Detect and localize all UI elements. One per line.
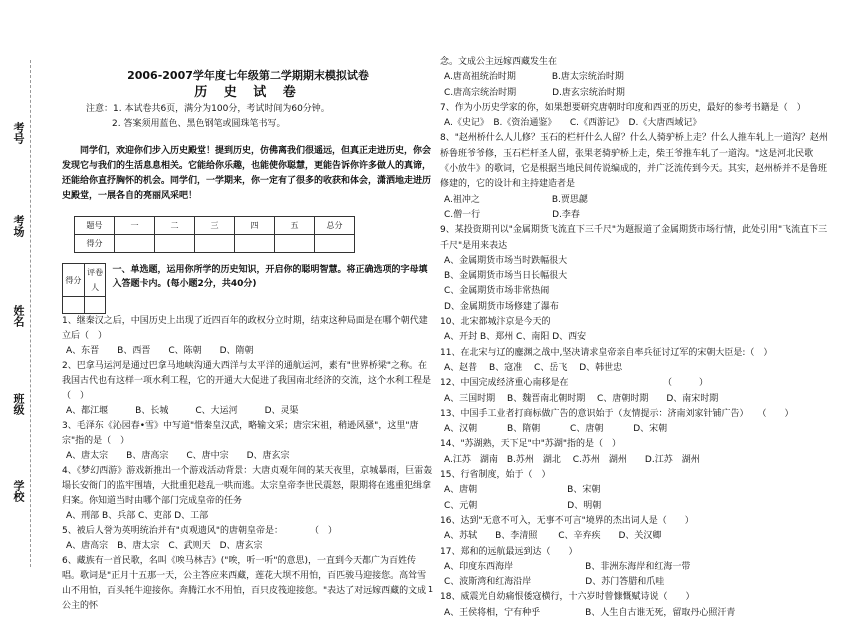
question-line: 13、中国手工业者打商标做广告的意识始于（友情提示：济南刘家针铺广告） （ ） [440,408,794,419]
side-label-exam-room: 考场 [12,215,25,237]
score-header-cell: 一 [115,217,155,235]
question-line: A.祖冲之 B.贾思勰 [444,194,588,205]
left-question-list [62,314,434,614]
question-text: 2、巴拿马运河是通过巴拿马地峡沟通大西洋与太平洋的通航运河，素有"世界桥梁"之称。在我国古代也有这样一项水利工程，它的开通大大促进了我国南北经济的交流，这个水利工程是（ ） [62,361,432,401]
question-line: A.江苏 湖南 B.苏州 湖北 C.苏州 湖州 D.江苏 湖州 [444,454,700,465]
side-label-name: 姓名 [12,305,25,327]
question-line: C.僧一行 D.李春 [444,209,580,220]
score-table [74,216,355,253]
question-text: 5、被后人誉为英明统治并有"贞观遗风"的唐朝皇帝是： （ ） [62,526,338,536]
question-text: 1、继秦汉之后，中国历史上出现了近四百年的政权分立时期，结束这种局面是在哪个朝代建立后（ ） [62,316,428,341]
question-text: 6、藏族有一首民歌，名叫《唉马林吉》("唉，听一听"的意思)，一直到今天都广为百姓传唱。歌词是"正月十五那一天，公主答应来西藏，莲花大坝不用怕，百匹骏马迎接您。高耸雪山不用怕，百头牦牛迎接你。奔腾江水不用怕，百只皮筏迎接您。"表达了对远嫁西藏的文成公主的怀 [62,556,427,611]
score-row-label: 得分 [75,235,115,253]
exam-subtitle: 历 史 试 卷 [194,85,302,100]
question-line: C、金属期货市场非常热闹 [444,286,550,297]
question-line: A.唐高祖统治时期 B.唐太宗统治时期 [444,72,624,83]
question-line: 8、"赵州桥什么人儿修？玉石的栏杆什么人留？什么人骑驴桥上走？什么人推车轧上一道沟？赵州桥鲁班爷爷修，玉石栏杆圣人留，张果老骑驴桥上走，柴王爷推车轧了一道沟。"这是河北民歌《小放牛》的歌词，它是根据当地民间传说编成的，并广泛流传到今天。其实，赵州桥并不是鲁班修建的，它的设计和主持建造者是 [440,133,828,190]
note-line-1: 注意：1. 本试卷共6页，满分为100分，考试时间为60分钟。 [86,104,330,114]
score-table-score-row [75,235,355,253]
question-options: A、都江堰 B、长城 C、大运河 D、灵渠 [66,406,299,416]
question-line: 念。文成公主远嫁西藏发生在 [440,57,558,67]
question-line: 18、威震光自幼痛恨倭寇横行，十六岁时曾慷慨赋诗说（ ） [440,592,695,603]
side-label-class: 班级 [12,393,25,415]
question-line: A、王侯将相，宁有种乎 B、人生自古谁无死，留取丹心照汗青 [444,607,736,618]
question-line: D、金属期货市场修建了瀑布 [444,301,559,312]
score-header-cell: 总分 [315,217,355,235]
left-column [62,60,434,614]
grader-score-cell [63,297,85,314]
question-text: 3、毛泽东《沁园春•雪》中写道"惜秦皇汉武，略输文采；唐宗宋祖，稍逊风骚"，这里"唐宗"指的是（ ） [62,421,419,446]
question-line: A、苏轼 B、李清照 C、辛弃疾 D、关汉卿 [444,531,662,542]
question-line: A.《史记》 B.《资治通鉴》 C.《西游记》 D.《大唐西域记》 [444,118,702,129]
section-header-block [62,263,434,314]
question-line: A、金属期货市场当时跌幅很大 [444,255,568,266]
question-text: 4、《梦幻西游》游戏新推出一个游戏活动背景：大唐贞观年间的某天夜里，京城暴雨，巨雷轰塌长安衙门的监牢围墙，大批重犯趁乱一哄而逃。太宗皇帝李世民震怒，限期将在逃重犯缉拿归案。你知道当时由哪个部门完成皇帝的任务 [62,466,433,506]
score-header-cell: 五 [275,217,315,235]
question-line: A、三国时期 B、魏晋南北朝时期 C、唐朝时期 D、南宋时期 [444,393,719,404]
question-line: C.唐高宗统治时期 D.唐玄宗统治时期 [444,87,625,98]
score-cell [275,235,315,253]
score-table-header-row [75,217,355,235]
binding-line [30,60,31,567]
question-line: 17、郑和的远航最远到达（ ） [440,546,578,557]
grader-name-cell [84,297,106,314]
question-options: A、唐太宗 B、唐高宗 C、唐中宗 D、唐玄宗 [66,451,290,461]
score-cell [115,235,155,253]
question-line: 9、某投资期刊以"金属期货飞流直下三千尺"为题报道了金属期货市场行情，此处引用"飞流直下三千尺"是用来表达 [440,225,828,251]
question-line: B、金属期货市场当日长幅很大 [444,271,568,282]
score-cell [315,235,355,253]
right-column [440,55,830,621]
question-line: 16、达到"无意不可入，无事不可言"境界的杰出词人是（ ） [440,515,694,526]
question-line: 10、北宋都城汴京是今天的 [440,317,551,328]
question-line: 12、中国完成经济重心南移是在 （ ） [440,378,708,389]
score-header-cell: 二 [155,217,195,235]
score-header-cell: 三 [195,217,235,235]
side-label-exam-number: 考号 [12,122,25,144]
question-line: 15、行省制度，始于（ ） [440,470,551,481]
question-line: C、波斯湾和红海沿岸 D、苏门答腊和爪哇 [444,577,665,588]
question-line: A、唐朝 B、宋朝 [444,485,601,496]
score-cell [195,235,235,253]
question-line: C、元朝 D、明朝 [444,500,602,511]
score-header-cell: 四 [235,217,275,235]
question-line: A、开封 B、郑州 C、南阳 D、西安 [444,332,587,343]
section-1-heading: 一、单选题，运用你所学的历史知识，开启你的聪明智慧。将正确选项的字母填入答题卡内。(每小题2分，共40分) [112,265,428,289]
note-line-2: 2. 答案须用蓝色、黑色钢笔或圆珠笔书写。 [112,119,286,129]
grader-name-label: 评卷人 [84,264,106,297]
question-line: 14、"苏湖熟，天下足"中"苏湖"指的是（ ） [440,439,622,450]
question-line: A、赵普 B、寇准 C、岳飞 D、韩世忠 [444,362,623,373]
side-label-school: 学校 [12,480,25,502]
grader-score-label: 得分 [63,264,85,297]
question-options: A、东晋 B、西晋 C、陈朝 D、隋朝 [66,346,254,356]
exam-title: 2006-2007学年度七年级第二学期期末模拟试卷 [127,69,369,82]
page-number: 1 [428,585,434,594]
intro-paragraph: 同学们，欢迎你们步入历史殿堂！提到历史，仿佛离我们很遥远，但真正走进历史，你会发现它与我们的生活息息相关。它能给你乐趣，也能使你聪慧，更能告诉你许多做人的真谛，还能给你直抒胸怀的机会。同学们，一学期来，你一定有了很多的收获和体会，潇洒地走进历史殿堂，一展各自的亮丽风采吧！ [62,146,432,201]
score-cell [155,235,195,253]
score-cell [235,235,275,253]
question-options: A、唐高宗 B、唐太宗 C、武则天 D、唐玄宗 [66,541,263,551]
question-line: 7、作为小历史学家的你，如果想要研究唐朝时印度和西亚的历史，最好的参考书籍是（ ） [440,102,806,113]
question-options: A、刑部 B、兵部 C、吏部 D、工部 [66,511,209,521]
question-line: 11、在北宋与辽的鏖渊之战中,坚决请求皇帝亲自率兵征讨辽军的宋朝大臣是:（ ） [440,347,773,358]
score-header-cell: 题号 [75,217,115,235]
grader-table [62,263,106,314]
question-line: A、汉朝 B、隋朝 C、唐朝 D、宋朝 [444,424,668,435]
question-line: A、印度东西海岸 B、非洲东海岸和红海一带 [444,561,691,572]
